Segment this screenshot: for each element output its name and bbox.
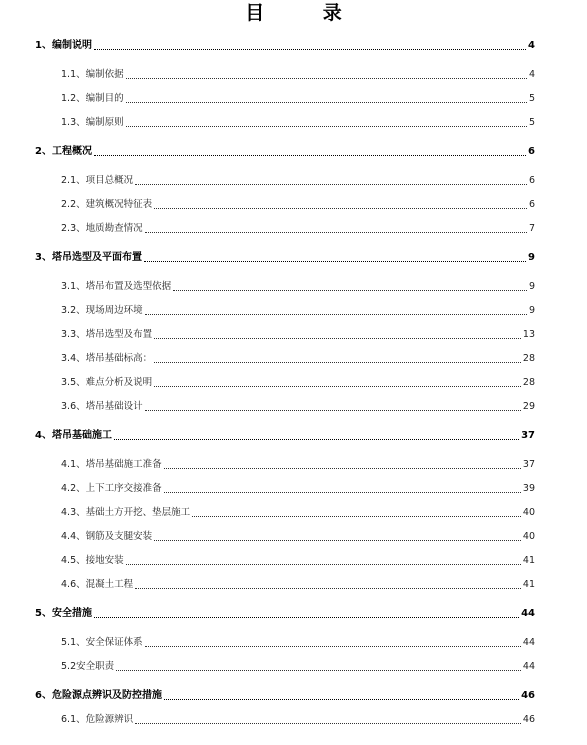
toc-page-number: 6: [528, 199, 535, 210]
page-title: 目 录: [245, 2, 368, 24]
toc-entry-label: 4.1、塔吊基础施工准备: [61, 459, 162, 470]
toc-entry-label: 1.2、编制目的: [61, 93, 124, 104]
toc-section-entry[interactable]: [61, 530, 535, 544]
toc-dot-leader: [164, 468, 521, 469]
toc-dot-leader: [126, 564, 521, 565]
toc-entry-label: 2、工程概况: [35, 146, 92, 157]
toc-entry-label: 5.2安全职责: [61, 661, 115, 672]
toc-entry-label: 1.3、编制原则: [61, 117, 124, 128]
toc-dot-leader: [94, 49, 526, 50]
toc-chapter-entry[interactable]: [35, 607, 535, 621]
toc-dot-leader: [145, 232, 527, 233]
toc-section-entry[interactable]: [61, 174, 535, 188]
toc-entry-label: 1、编制说明: [35, 40, 92, 51]
toc-dot-leader: [145, 314, 527, 315]
toc-entry-label: 6、危险源点辨识及防控措施: [35, 690, 162, 701]
toc-page-number: 13: [522, 329, 535, 340]
toc-page-number: 37: [522, 459, 535, 470]
toc-page-number: 39: [522, 483, 535, 494]
toc-section-entry[interactable]: [61, 68, 535, 82]
toc-page-number: 6: [528, 175, 535, 186]
toc-dot-leader: [114, 439, 519, 440]
toc-section-entry[interactable]: [61, 660, 535, 674]
toc-entry-label: 4.2、上下工序交接准备: [61, 483, 162, 494]
toc-chapter-entry[interactable]: [35, 429, 535, 443]
toc-entry-label: 5.1、安全保证体系: [61, 637, 143, 648]
toc-page-number: 41: [522, 579, 535, 590]
toc-dot-leader: [173, 290, 527, 291]
toc-page-number: 40: [522, 507, 535, 518]
toc-page-number: 46: [522, 714, 535, 725]
toc-section-entry[interactable]: [61, 376, 535, 390]
toc-section-entry[interactable]: [61, 328, 535, 342]
toc-dot-leader: [116, 670, 521, 671]
toc-entry-label: 6.1、危险源辨识: [61, 714, 134, 725]
toc-dot-leader: [135, 723, 521, 724]
toc-section-entry[interactable]: [61, 506, 535, 520]
toc-entry-label: 2.2、建筑概况特征表: [61, 199, 153, 210]
toc-entry-label: 3.3、塔吊选型及布置: [61, 329, 153, 340]
toc-page-number: 28: [522, 377, 535, 388]
toc-dot-leader: [154, 362, 521, 363]
toc-entry-label: 4.6、混凝土工程: [61, 579, 134, 590]
toc-dot-leader: [126, 78, 527, 79]
toc-chapter-entry[interactable]: [35, 251, 535, 265]
toc-page-number: 5: [528, 117, 535, 128]
toc-page-number: 9: [528, 281, 535, 292]
toc-section-entry[interactable]: [61, 713, 535, 727]
toc-dot-leader: [164, 699, 519, 700]
toc-page-number: 4: [528, 69, 535, 80]
toc-section-entry[interactable]: [61, 636, 535, 650]
toc-dot-leader: [135, 184, 527, 185]
toc-page-number: 5: [528, 93, 535, 104]
toc-entry-label: 5、安全措施: [35, 608, 92, 619]
toc-section-entry[interactable]: [61, 554, 535, 568]
toc-chapter-entry[interactable]: [35, 689, 535, 703]
toc-dot-leader: [126, 126, 527, 127]
toc-page-number: 4: [528, 40, 535, 51]
toc-section-entry[interactable]: [61, 280, 535, 294]
toc-section-entry[interactable]: [61, 92, 535, 106]
toc-section-entry[interactable]: [61, 578, 535, 592]
toc-dot-leader: [144, 261, 526, 262]
toc-page-number: 40: [522, 531, 535, 542]
toc-entry-label: 3.5、难点分析及说明: [61, 377, 153, 388]
toc-chapter-entry[interactable]: [35, 39, 535, 53]
toc-page-number: 46: [521, 690, 535, 701]
toc-section-entry[interactable]: [61, 198, 535, 212]
toc-section-entry[interactable]: [61, 400, 535, 414]
toc-section-entry[interactable]: [61, 304, 535, 318]
toc-chapter-entry[interactable]: [35, 145, 535, 159]
toc-section-entry[interactable]: [61, 116, 535, 130]
toc-page-number: 28: [522, 353, 535, 364]
toc-dot-leader: [145, 410, 521, 411]
toc-dot-leader: [154, 338, 521, 339]
toc-page-number: 41: [522, 555, 535, 566]
toc-entry-label: 4、塔吊基础施工: [35, 430, 112, 441]
toc-dot-leader: [154, 386, 521, 387]
toc-entry-label: 3.6、塔吊基础设计: [61, 401, 143, 412]
toc-dot-leader: [135, 588, 521, 589]
toc-page-number: 6: [528, 146, 535, 157]
toc-entry-label: 3.1、塔吊布置及选型依据: [61, 281, 172, 292]
toc-dot-leader: [154, 540, 521, 541]
toc-entry-label: 4.4、钢筋及支腿安装: [61, 531, 153, 542]
toc-entry-label: 1.1、编制依据: [61, 69, 124, 80]
toc-page-number: 9: [528, 305, 535, 316]
toc-section-entry[interactable]: [61, 222, 535, 236]
toc-dot-leader: [94, 155, 526, 156]
toc-page-number: 29: [522, 401, 535, 412]
toc-entry-label: 3、塔吊选型及平面布置: [35, 252, 142, 263]
toc-page-number: 7: [528, 223, 535, 234]
toc-dot-leader: [164, 492, 521, 493]
toc-dot-leader: [145, 646, 521, 647]
toc-entry-label: 4.3、基础土方开挖、垫层施工: [61, 507, 191, 518]
toc-entry-label: 4.5、接地安装: [61, 555, 124, 566]
toc-page-number: 44: [522, 637, 535, 648]
toc-entry-label: 2.3、地质勘查情况: [61, 223, 143, 234]
toc-page-number: 44: [522, 661, 535, 672]
toc-dot-leader: [192, 516, 521, 517]
toc-page-number: 9: [528, 252, 535, 263]
toc-entry-label: 2.1、项目总概况: [61, 175, 134, 186]
toc-dot-leader: [154, 208, 527, 209]
toc-section-entry[interactable]: [61, 352, 535, 366]
toc-dot-leader: [94, 617, 519, 618]
toc-section-entry[interactable]: [61, 458, 535, 472]
toc-entry-label: 3.2、现场周边环境: [61, 305, 143, 316]
toc-dot-leader: [126, 102, 527, 103]
toc-page-number: 37: [521, 430, 535, 441]
toc-page-number: 44: [521, 608, 535, 619]
toc-entry-label: 3.4、塔吊基础标高：: [61, 353, 153, 364]
toc-section-entry[interactable]: [61, 482, 535, 496]
